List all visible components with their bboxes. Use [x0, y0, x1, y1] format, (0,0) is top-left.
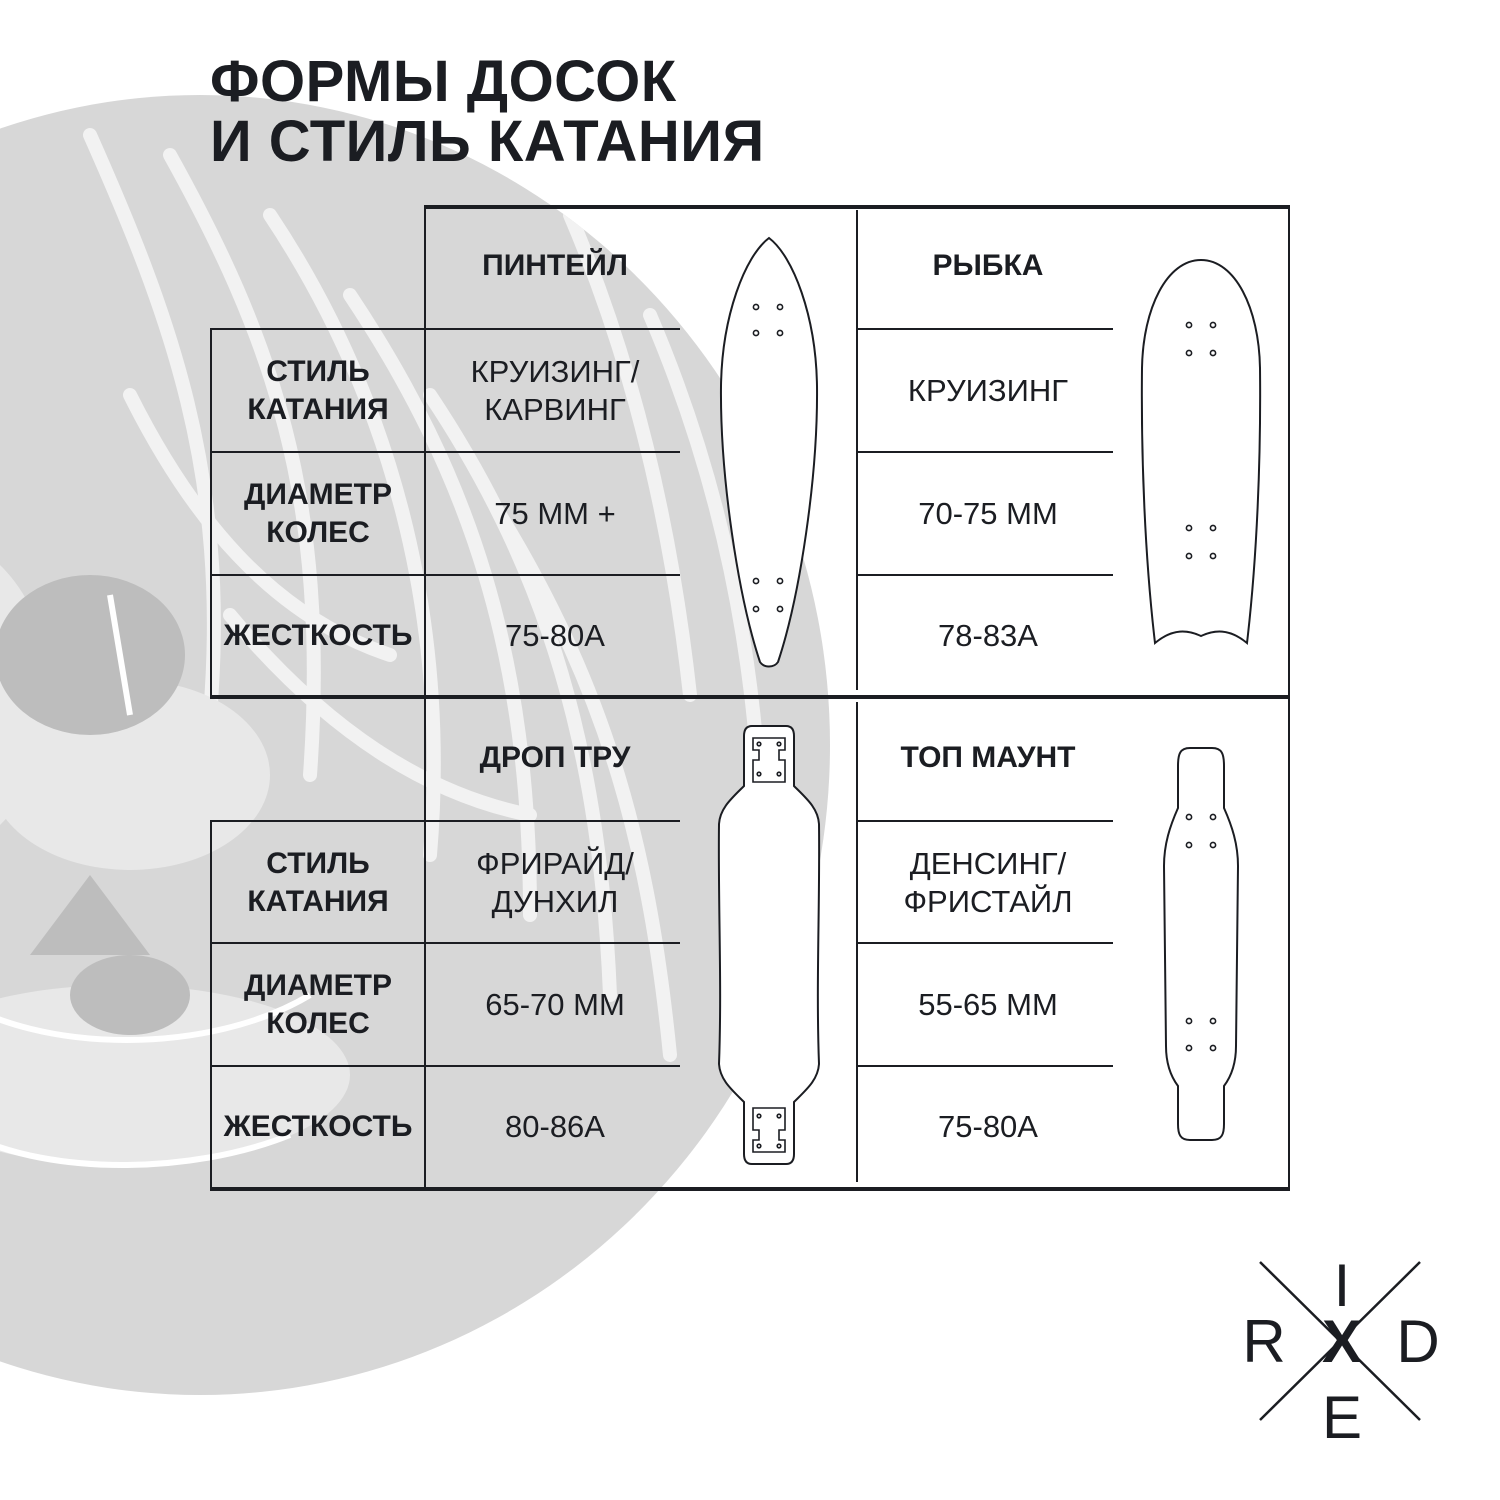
fish-hardness: 78-83А: [938, 617, 1038, 653]
row-divider: [210, 820, 680, 822]
row-label-wheel-diameter: ДИАМЕТР КОЛЕС: [244, 478, 392, 549]
fish-wheel-diameter: 70-75 ММ: [918, 496, 1058, 531]
row-divider: [856, 1065, 1113, 1067]
top-mount-board-icon: [1160, 746, 1242, 1142]
pintail-board-icon: [718, 236, 820, 670]
title-line-2: И СТИЛЬ КАТАНИЯ: [210, 109, 765, 174]
row-divider: [856, 328, 1113, 330]
drop-through-hardness: 80-86А: [505, 1109, 605, 1144]
column-divider: [856, 210, 858, 690]
pintail-hardness: 75-80А: [505, 617, 605, 653]
pintail-wheel-diameter: 75 ММ +: [494, 496, 616, 531]
logo-letter-top: I: [1333, 1258, 1351, 1319]
row-label-hardness: ЖЕСТКОСТЬ: [223, 1110, 413, 1143]
pintail-riding-style: КРУИЗИНГ/ КАРВИНГ: [470, 354, 640, 427]
table-bottom-border: [210, 1187, 1290, 1191]
board-name-drop-through: ДРОП ТРУ: [479, 741, 631, 774]
row-divider: [210, 1065, 680, 1067]
title-line-1: ФОРМЫ ДОСОК: [210, 49, 677, 114]
row-divider: [210, 328, 680, 330]
fish-riding-style: КРУИЗИНГ: [907, 373, 1069, 408]
table-middle-border: [210, 695, 1290, 699]
row-divider: [210, 942, 680, 944]
top-mount-wheel-diameter: 55-65 ММ: [918, 987, 1058, 1022]
page-title: [210, 49, 765, 174]
logo-letter-right: D: [1396, 1308, 1440, 1375]
board-name-top-mount: ТОП МАУНТ: [900, 741, 1076, 774]
row-label-riding-style: СТИЛЬ КАТАНИЯ: [247, 846, 389, 918]
board-name-fish: РЫБКА: [932, 249, 1044, 282]
row-label-hardness: ЖЕСТКОСТЬ: [223, 618, 413, 652]
row-divider: [856, 942, 1113, 944]
row-divider: [210, 574, 680, 576]
drop-through-board-icon: [716, 724, 822, 1166]
top-mount-riding-style: ДЕНСИНГ/ ФРИСТАЙЛ: [903, 845, 1073, 919]
row-divider: [856, 820, 1113, 822]
row-label-riding-style: СТИЛЬ КАТАНИЯ: [247, 355, 389, 426]
row-label-wheel-diameter: ДИАМЕТР КОЛЕС: [244, 969, 392, 1040]
logo-letter-center: X: [1321, 1308, 1363, 1375]
fish-board-icon: [1139, 258, 1263, 648]
drop-through-wheel-diameter: 65-70 ММ: [485, 987, 625, 1022]
row-divider: [856, 574, 1113, 576]
row-divider: [856, 451, 1113, 453]
table-right-border: [1288, 205, 1290, 1191]
table-top-border: [425, 205, 1290, 209]
drop-through-riding-style: ФРИРАЙД/ ДУНХИЛ: [476, 845, 634, 919]
logo-letter-bottom: E: [1321, 1384, 1363, 1443]
top-mount-hardness: 75-80А: [938, 1109, 1038, 1144]
background-skull-art: [0, 95, 830, 1395]
board-name-pintail: ПИНТЕЙЛ: [482, 249, 628, 282]
ride-logo: [1238, 1258, 1443, 1443]
logo-letter-left: R: [1242, 1308, 1286, 1375]
row-divider: [210, 451, 680, 453]
